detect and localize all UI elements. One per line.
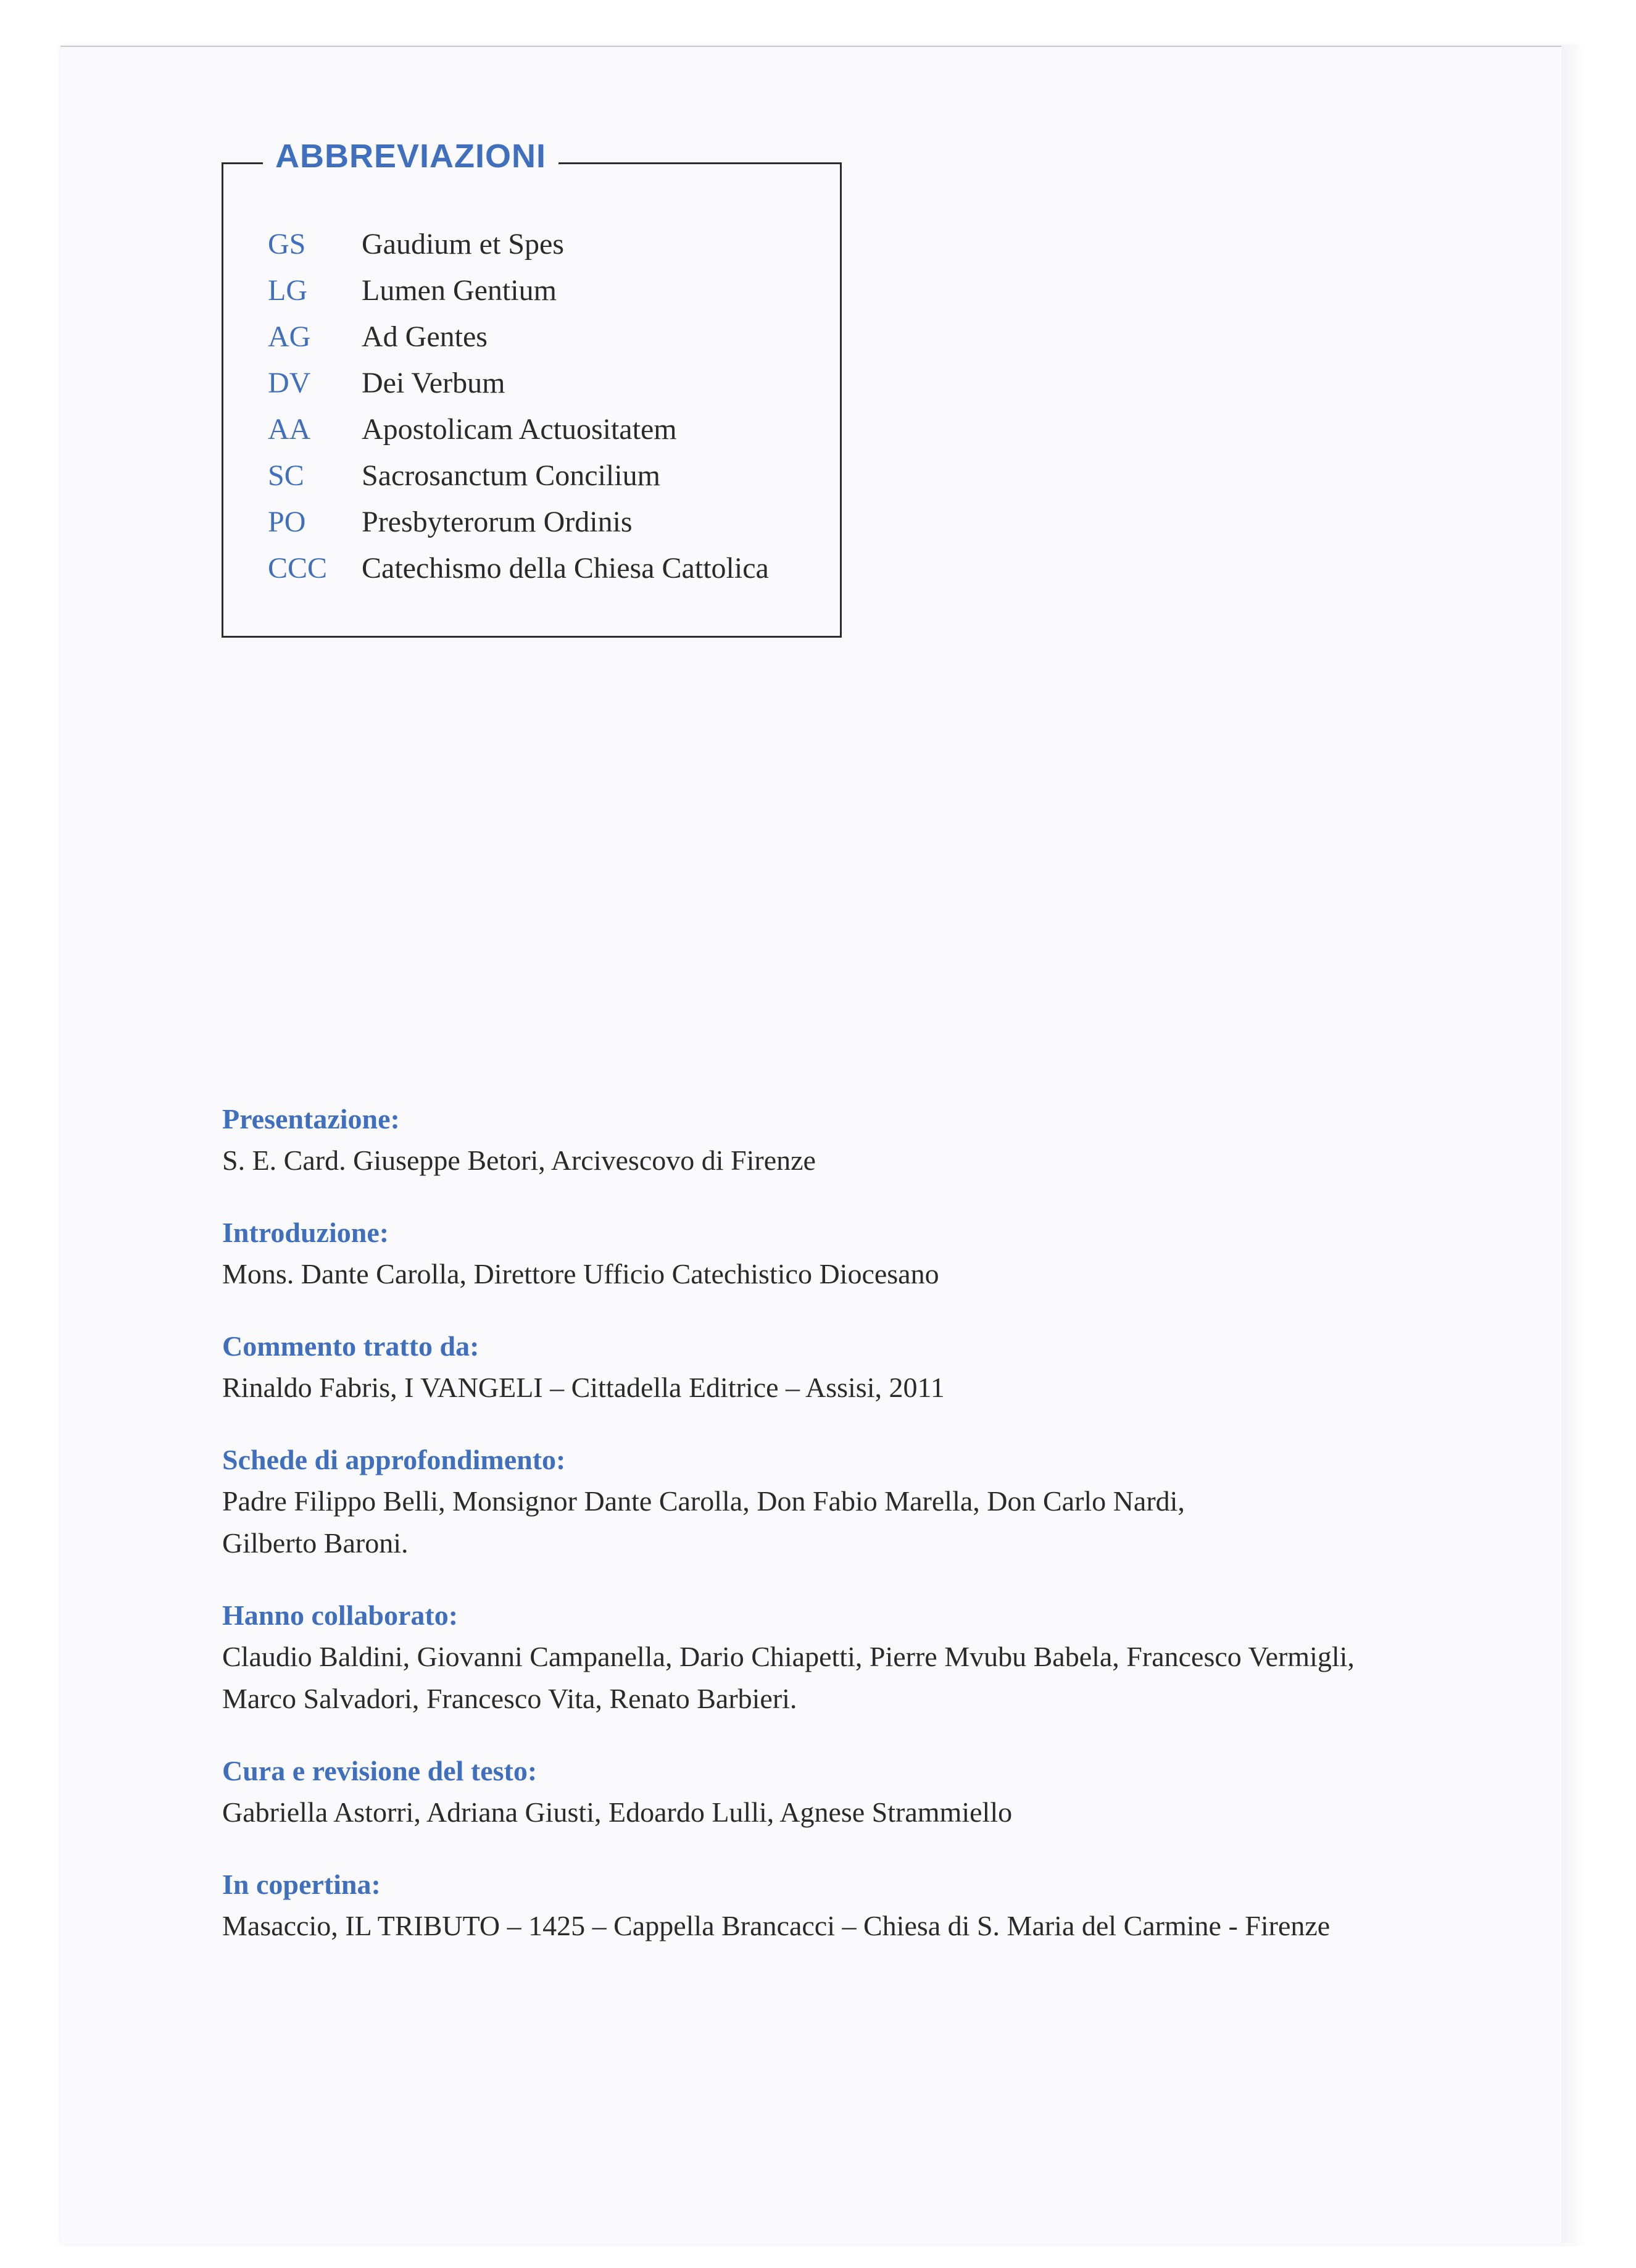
credit-label: Presentazione:: [222, 1103, 400, 1135]
abbreviation-row: [268, 545, 769, 591]
abbreviation-row: [268, 499, 769, 545]
credit-label: Schede di approfondimento:: [222, 1444, 566, 1475]
abbreviation-row: [268, 360, 769, 406]
credit-copertina: [222, 1864, 1518, 1947]
abbreviation-code: LG: [268, 274, 307, 307]
abbreviation-row: [268, 314, 769, 360]
abbreviation-row: [268, 452, 769, 499]
abbreviation-name: Presbyterorum Ordinis: [362, 506, 633, 538]
credit-text: Padre Filippo Belli, Monsignor Dante Carolla, Don Fabio Marella, Don Carlo Nardi,: [222, 1485, 1185, 1517]
abbreviation-code: SC: [268, 459, 304, 492]
page-torn-edge: [1561, 46, 1586, 2243]
credit-presentazione: [222, 1099, 1518, 1182]
credit-introduzione: [222, 1212, 1518, 1295]
abbreviation-code: GS: [268, 228, 306, 261]
abbreviation-row: [268, 267, 769, 314]
abbreviations-title: ABBREVIAZIONI: [263, 137, 558, 175]
credit-text: Gilberto Baroni.: [222, 1527, 409, 1559]
credit-text: Claudio Baldini, Giovanni Campanella, Dario Chiapetti, Pierre Mvubu Babela, Francesco Vermigli,: [222, 1641, 1355, 1672]
credit-revisione: [222, 1751, 1518, 1833]
abbreviation-code: DV: [268, 367, 311, 399]
credit-label: Commento tratto da:: [222, 1330, 480, 1362]
abbreviation-code: PO: [268, 506, 306, 538]
credit-text: Mons. Dante Carolla, Direttore Ufficio Catechistico Diocesano: [222, 1258, 939, 1290]
abbreviation-name: Catechismo della Chiesa Cattolica: [362, 552, 769, 585]
abbreviation-row: [268, 406, 769, 452]
credit-label: Hanno collaborato:: [222, 1599, 459, 1631]
abbreviation-row: [268, 221, 769, 267]
abbreviation-name: Sacrosanctum Concilium: [362, 459, 660, 492]
credit-label: Introduzione:: [222, 1217, 389, 1248]
credit-text: Masaccio, IL TRIBUTO – 1425 – Cappella Brancacci – Chiesa di S. Maria del Carmine - Firenze: [222, 1910, 1331, 1941]
credit-collaboratori: [222, 1595, 1518, 1720]
abbreviation-name: Ad Gentes: [362, 320, 488, 353]
abbreviation-name: Lumen Gentium: [362, 274, 557, 307]
abbreviations-list: [268, 221, 769, 591]
credits-section: [222, 1099, 1518, 1978]
abbreviation-name: Apostolicam Actuositatem: [362, 413, 677, 446]
abbreviations-box: [222, 138, 842, 638]
abbreviation-code: AA: [268, 413, 311, 446]
credit-text: Marco Salvadori, Francesco Vita, Renato Barbieri.: [222, 1683, 797, 1714]
credit-commento: [222, 1326, 1518, 1409]
abbreviation-name: Gaudium et Spes: [362, 228, 564, 261]
abbreviation-code: CCC: [268, 552, 328, 585]
credit-text: Gabriella Astorri, Adriana Giusti, Edoardo Lulli, Agnese Strammiello: [222, 1796, 1013, 1828]
credit-text: S. E. Card. Giuseppe Betori, Arcivescovo di Firenze: [222, 1144, 816, 1176]
abbreviation-name: Dei Verbum: [362, 367, 505, 399]
abbreviation-code: AG: [268, 320, 311, 353]
credit-schede: [222, 1440, 1518, 1564]
credit-text: Rinaldo Fabris, I VANGELI – Cittadella Editrice – Assisi, 2011: [222, 1372, 945, 1403]
credit-label: Cura e revisione del testo:: [222, 1755, 538, 1786]
credit-label: In copertina:: [222, 1869, 381, 1900]
